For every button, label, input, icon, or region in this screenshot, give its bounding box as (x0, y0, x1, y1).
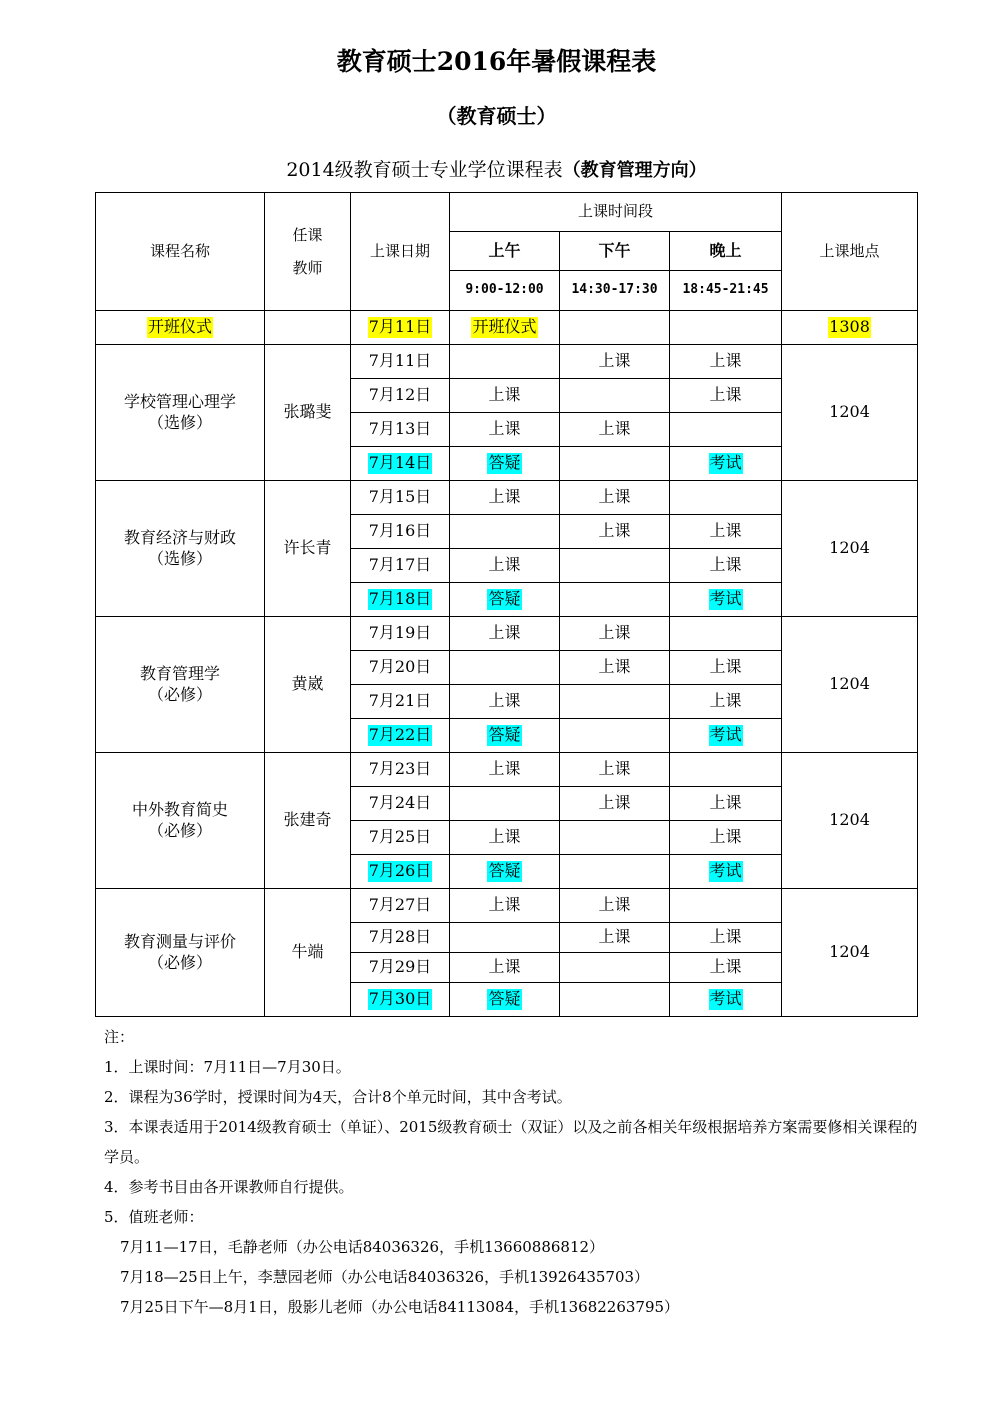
session-afternoon: 上课 (598, 487, 631, 507)
table-heading-main: 2014级教育硕士专业学位课程表 (286, 159, 563, 181)
session-evening-cell (670, 953, 782, 983)
session-afternoon-cell (560, 549, 670, 583)
notes (104, 1022, 924, 1322)
session-morning: 答疑 (488, 989, 521, 1009)
session-morning-cell (450, 447, 560, 481)
header-date: 上课日期 (351, 193, 450, 311)
session-afternoon-cell (560, 515, 670, 549)
course-row (96, 753, 918, 787)
session-afternoon-cell (560, 685, 670, 719)
session-evening: 上课 (709, 927, 742, 947)
session-date-cell (351, 515, 450, 549)
session-morning-cell (450, 617, 560, 651)
session-afternoon-cell (560, 719, 670, 753)
header-teacher (265, 193, 351, 311)
table-heading (0, 155, 993, 182)
session-date-cell (351, 889, 450, 923)
session-evening: 上课 (709, 691, 742, 711)
session-morning: 上课 (488, 623, 521, 643)
session-date-cell (351, 685, 450, 719)
course-teacher: 黄崴 (265, 617, 351, 753)
course-type: （必修） (147, 820, 212, 840)
course-row (96, 481, 918, 515)
session-evening-cell (670, 821, 782, 855)
session-morning-cell (450, 515, 560, 549)
session-morning-cell (450, 719, 560, 753)
session-evening: 考试 (709, 453, 742, 473)
session-date-cell (351, 345, 450, 379)
opening-morning: 开班仪式 (472, 317, 537, 337)
session-evening-cell (670, 651, 782, 685)
note-item: 2．课程为36学时，授课时间为4天，合计8个单元时间，其中含考试。 (104, 1088, 572, 1106)
session-date: 7月22日 (368, 725, 432, 745)
session-date-cell (351, 923, 450, 953)
session-date-cell (351, 583, 450, 617)
session-evening-cell (670, 617, 782, 651)
opening-location: 1308 (829, 317, 870, 337)
course-name: 教育测量与评价 (123, 931, 236, 951)
course-name-cell (96, 617, 265, 753)
session-afternoon: 上课 (598, 927, 631, 947)
course-teacher: 张建奇 (265, 753, 351, 889)
session-afternoon-cell (560, 953, 670, 983)
session-afternoon: 上课 (598, 521, 631, 541)
session-date-cell (351, 379, 450, 413)
page-subtitle: （教育硕士） (436, 104, 557, 128)
schedule-table (95, 192, 918, 1017)
session-date: 7月15日 (368, 487, 432, 507)
session-morning: 答疑 (488, 589, 521, 609)
session-date: 7月30日 (368, 989, 432, 1009)
session-evening-cell (670, 583, 782, 617)
session-evening: 上课 (709, 827, 742, 847)
course-name: 教育管理学 (139, 663, 220, 683)
course-name-cell (96, 753, 265, 889)
session-morning-cell (450, 549, 560, 583)
session-date-cell (351, 719, 450, 753)
session-afternoon: 上课 (598, 759, 631, 779)
session-date: 7月12日 (368, 385, 432, 405)
course-location: 1204 (782, 753, 918, 889)
session-evening: 考试 (709, 725, 742, 745)
session-date-cell (351, 953, 450, 983)
session-date-cell (351, 787, 450, 821)
session-afternoon-cell (560, 889, 670, 923)
session-morning-cell (450, 583, 560, 617)
course-teacher: 许长青 (265, 481, 351, 617)
session-date: 7月18日 (368, 589, 432, 609)
session-evening-cell (670, 447, 782, 481)
session-morning-cell (450, 923, 560, 953)
opening-location-cell (782, 311, 918, 345)
session-evening: 上课 (709, 793, 742, 813)
session-date-cell (351, 413, 450, 447)
session-morning-cell (450, 685, 560, 719)
session-evening-cell (670, 515, 782, 549)
course-location: 1204 (782, 889, 918, 1017)
session-afternoon-cell (560, 821, 670, 855)
duty-item: 7月18—25日上午，李慧园老师（办公电话84036326，手机13926435703） (120, 1268, 650, 1286)
session-date-cell (351, 617, 450, 651)
session-afternoon-cell (560, 413, 670, 447)
session-date: 7月19日 (368, 623, 432, 643)
session-morning-cell (450, 983, 560, 1017)
session-evening-cell (670, 889, 782, 923)
header-location: 上课地点 (782, 193, 918, 311)
session-evening-cell (670, 379, 782, 413)
session-evening: 上课 (709, 555, 742, 575)
session-afternoon: 上课 (598, 657, 631, 677)
session-morning-cell (450, 413, 560, 447)
course-row (96, 345, 918, 379)
session-morning-cell (450, 787, 560, 821)
opening-name: 开班仪式 (147, 317, 212, 337)
course-name: 教育经济与财政 (123, 527, 236, 547)
session-evening-cell (670, 855, 782, 889)
session-morning: 上课 (488, 487, 521, 507)
opening-date: 7月11日 (368, 317, 432, 337)
session-evening: 考试 (709, 861, 742, 881)
session-morning-cell (450, 753, 560, 787)
opening-evening (670, 311, 782, 345)
course-location: 1204 (782, 481, 918, 617)
session-afternoon-cell (560, 983, 670, 1017)
session-morning: 上课 (488, 759, 521, 779)
session-morning: 上课 (488, 957, 521, 977)
header-time-period: 上课时间段 (450, 193, 782, 232)
session-date: 7月24日 (368, 793, 432, 813)
session-evening-cell (670, 787, 782, 821)
session-morning-cell (450, 889, 560, 923)
session-afternoon: 上课 (598, 351, 631, 371)
session-morning-cell (450, 379, 560, 413)
opening-row (96, 311, 918, 345)
course-name: 学校管理心理学 (123, 391, 236, 411)
session-morning-cell (450, 855, 560, 889)
session-evening-cell (670, 923, 782, 953)
session-date-cell (351, 549, 450, 583)
note-item: 5．值班老师： (104, 1208, 204, 1226)
session-afternoon: 上课 (598, 419, 631, 439)
session-evening-cell (670, 413, 782, 447)
session-date: 7月26日 (368, 861, 432, 881)
session-date-cell (351, 447, 450, 481)
course-teacher: 牛端 (265, 889, 351, 1017)
session-morning: 上课 (488, 895, 521, 915)
session-date-cell (351, 855, 450, 889)
opening-date-cell (351, 311, 450, 345)
session-afternoon-cell (560, 481, 670, 515)
session-date-cell (351, 821, 450, 855)
note-item: 3．本课表适用于2014级教育硕士（单证）、2015级教育硕士（双证）以及之前各相关年级根据培养方案需要修相关课程的学员。 (104, 1118, 918, 1166)
header-course-name: 课程名称 (96, 193, 265, 311)
session-morning: 上课 (488, 385, 521, 405)
course-row (96, 617, 918, 651)
session-evening-cell (670, 685, 782, 719)
header-morning-time: 9:00-12:00 (450, 271, 560, 311)
session-evening: 上课 (709, 385, 742, 405)
course-type: （选修） (147, 548, 212, 568)
session-afternoon: 上课 (598, 623, 631, 643)
session-afternoon-cell (560, 345, 670, 379)
course-name-cell (96, 889, 265, 1017)
session-afternoon-cell (560, 447, 670, 481)
session-date: 7月27日 (368, 895, 432, 915)
session-morning-cell (450, 651, 560, 685)
session-evening: 上课 (709, 521, 742, 541)
header-afternoon-time: 14:30-17:30 (560, 271, 670, 311)
session-evening-cell (670, 753, 782, 787)
session-evening: 上课 (709, 957, 742, 977)
session-date: 7月14日 (368, 453, 432, 473)
session-evening-cell (670, 481, 782, 515)
session-afternoon-cell (560, 651, 670, 685)
session-morning-cell (450, 953, 560, 983)
session-date: 7月11日 (368, 351, 432, 371)
session-afternoon-cell (560, 379, 670, 413)
header-teacher-line2: 教师 (292, 258, 323, 277)
session-afternoon-cell (560, 787, 670, 821)
duty-item: 7月25日下午—8月1日，殷影儿老师（办公电话84113084，手机13682263795） (120, 1298, 680, 1316)
session-afternoon-cell (560, 923, 670, 953)
session-morning-cell (450, 821, 560, 855)
session-morning: 答疑 (488, 725, 521, 745)
course-location: 1204 (782, 617, 918, 753)
session-date: 7月28日 (368, 927, 432, 947)
session-date: 7月23日 (368, 759, 432, 779)
header-evening-time: 18:45-21:45 (670, 271, 782, 311)
opening-morning-cell (450, 311, 560, 345)
course-name-cell (96, 481, 265, 617)
session-afternoon: 上课 (598, 793, 631, 813)
course-location: 1204 (782, 345, 918, 481)
course-type: （必修） (147, 952, 212, 972)
header-evening: 晚上 (670, 232, 782, 271)
session-morning: 上课 (488, 419, 521, 439)
session-afternoon-cell (560, 753, 670, 787)
note-item: 4．参考书目由各开课教师自行提供。 (104, 1178, 354, 1196)
session-afternoon-cell (560, 583, 670, 617)
course-teacher: 张璐斐 (265, 345, 351, 481)
session-afternoon-cell (560, 855, 670, 889)
session-evening: 考试 (709, 589, 742, 609)
session-evening-cell (670, 345, 782, 379)
session-afternoon: 上课 (598, 895, 631, 915)
session-date: 7月17日 (368, 555, 432, 575)
course-type: （选修） (147, 412, 212, 432)
header-teacher-line1: 任课 (292, 225, 323, 244)
session-evening: 上课 (709, 351, 742, 371)
page-title: 教育硕士2016年暑假课程表 (336, 47, 657, 76)
session-date: 7月13日 (368, 419, 432, 439)
note-item: 1．上课时间：7月11日—7月30日。 (104, 1058, 351, 1076)
session-morning-cell (450, 345, 560, 379)
table-heading-bracket: （教育管理方向） (562, 160, 707, 181)
session-afternoon-cell (560, 617, 670, 651)
session-date-cell (351, 753, 450, 787)
session-evening: 考试 (709, 989, 742, 1009)
session-morning: 答疑 (488, 453, 521, 473)
session-morning: 答疑 (488, 861, 521, 881)
session-morning: 上课 (488, 555, 521, 575)
header-morning: 上午 (450, 232, 560, 271)
session-date: 7月21日 (368, 691, 432, 711)
session-morning: 上课 (488, 691, 521, 711)
course-type: （必修） (147, 684, 212, 704)
session-date: 7月25日 (368, 827, 432, 847)
session-date-cell (351, 983, 450, 1017)
session-evening-cell (670, 719, 782, 753)
schedule-body (96, 193, 918, 1017)
session-evening-cell (670, 983, 782, 1017)
header-afternoon: 下午 (560, 232, 670, 271)
session-date: 7月20日 (368, 657, 432, 677)
session-evening-cell (670, 549, 782, 583)
session-morning-cell (450, 481, 560, 515)
session-date-cell (351, 481, 450, 515)
course-row (96, 889, 918, 923)
session-morning: 上课 (488, 827, 521, 847)
opening-afternoon (560, 311, 670, 345)
header-row (96, 193, 918, 232)
session-date: 7月16日 (368, 521, 432, 541)
duty-item: 7月11—17日，毛静老师（办公电话84036326，手机13660886812） (120, 1238, 605, 1256)
opening-name-cell (96, 311, 265, 345)
opening-teacher (265, 311, 351, 345)
notes-label: 注： (104, 1028, 135, 1046)
session-date: 7月29日 (368, 957, 432, 977)
session-evening: 上课 (709, 657, 742, 677)
course-name-cell (96, 345, 265, 481)
session-date-cell (351, 651, 450, 685)
course-name: 中外教育简史 (131, 799, 228, 819)
